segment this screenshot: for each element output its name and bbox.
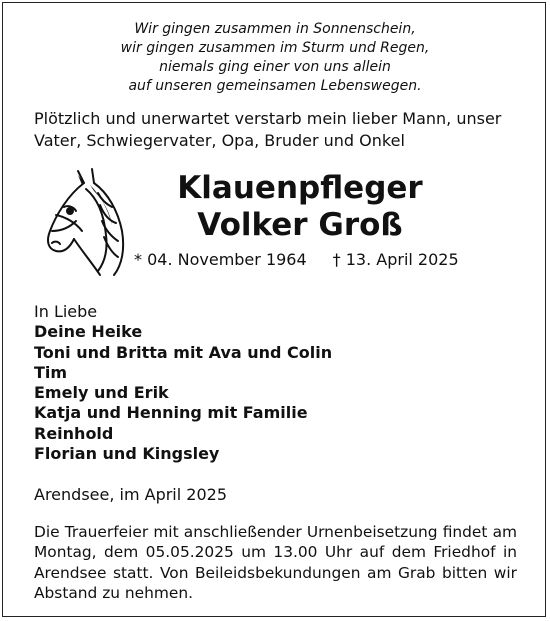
service-note: Die Trauerfeier mit anschließender Urnenbeisetzung findet am Montag, dem 05.05.2025 um 13.00 Uhr auf dem Friedhof in Arendsee statt. Von Beileidsbekundungen am Grab bitten wir Abstand zu nehmen. bbox=[34, 523, 517, 603]
deceased-name-block bbox=[130, 170, 470, 244]
poem-line: auf unseren gemeinsamen Lebenswegen. bbox=[128, 78, 422, 94]
deceased-title: Klauenpfleger bbox=[177, 170, 423, 206]
poem-line: Wir gingen zusammen in Sonnenschein, bbox=[134, 21, 416, 37]
signoff-greeting: In Liebe bbox=[34, 302, 98, 321]
deceased-name: Volker Groß bbox=[197, 207, 403, 243]
horse-head-icon bbox=[38, 165, 128, 277]
poem-line: wir gingen zusammen im Sturm und Regen, bbox=[120, 40, 430, 56]
memorial-poem bbox=[0, 20, 550, 96]
intro-text: Plötzlich und unerwartet verstarb mein lieber Mann, unser Vater, Schwiegervater, Opa, Bruder und Onkel bbox=[34, 109, 502, 150]
poem-line: niemals ging einer von uns allein bbox=[159, 59, 391, 75]
family-member: Deine Heike bbox=[34, 322, 143, 342]
family-member: Katja und Henning mit Familie bbox=[34, 403, 308, 423]
place-and-date: Arendsee, im April 2025 bbox=[34, 485, 227, 504]
family-member: Emely und Erik bbox=[34, 383, 169, 403]
family-member: Reinhold bbox=[34, 423, 114, 443]
birth-date: * 04. November 1964 bbox=[134, 250, 307, 269]
family-member: Florian und Kingsley bbox=[34, 444, 220, 464]
family-member: Toni und Britta mit Ava und Colin bbox=[34, 342, 333, 362]
family-signoff bbox=[34, 302, 524, 464]
life-dates bbox=[134, 249, 474, 271]
family-member: Tim bbox=[34, 362, 68, 382]
death-date: † 13. April 2025 bbox=[332, 250, 459, 269]
